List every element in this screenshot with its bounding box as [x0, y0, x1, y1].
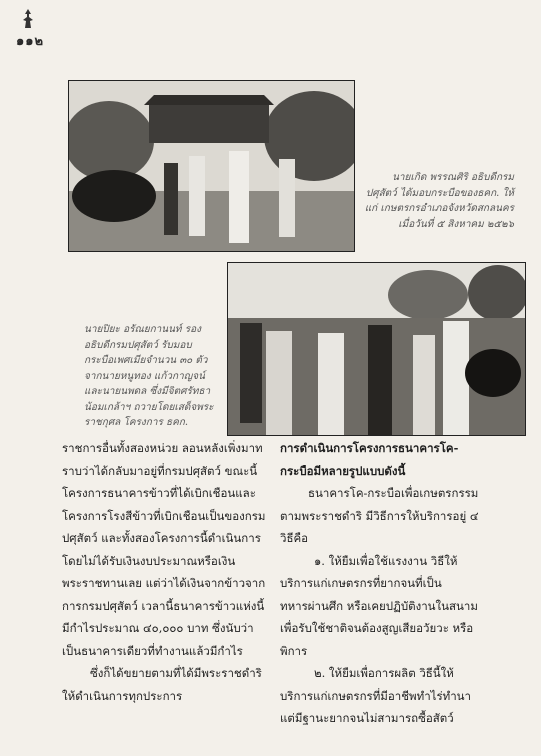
body-column-left: [62, 437, 267, 707]
photo-buffalo-donation-crowd: [227, 262, 526, 436]
body-column-right: [280, 437, 480, 730]
body-paragraph: ราชการอื่นทั้งสองหน่วย ลอนหลังเพิ่งมาทราบว่าได้กลับมาอยู่ที่กรมปศุสัตว์ ขณะนี้โครงการธนาคารข้าวที่ได้เบิกเชือนและโครงการโรงสีข้าวที่เบิกเชือนเป็นของกรมปศุสัตว์ และทั้งสองโครงการนี้ดำเนินการโดยไม่ได้รับเงินงบประมาณหรือเงินพระราชทานเลย แต่ว่าได้เงินจากข้าวจากการกรมปศุสัตว์ เวลานี้ธนาคารข้าวแห่งนี้มีกำไรประมาณ ๔๐,๐๐๐ บาท ซึ่งนับว่าเป็นธนาคารเดียวที่ทำงานแล้วมีกำไร: [62, 441, 266, 658]
royal-emblem-icon: [18, 8, 38, 30]
list-item: ๑. ให้ยืมเพื่อใช้แรงงาน วิธีให้บริการแก่เกษตรกรที่ยากจนที่เป็นทหารผ่านศึก หรือเคยปฏิบัติงานในสนาม เพื่อรับใช้ชาติจนต้องสูญเสียอวัยวะ หรือพิการ: [280, 553, 478, 658]
photo-buffalo-handover: [68, 80, 355, 252]
page-number: ๑๑๒: [16, 34, 45, 49]
body-paragraph: ซึ่งก็ได้ขยายตามที่ได้มีพระราชดำริให้ดำเนินการทุกประการ: [62, 666, 262, 703]
photo-caption-middle: นายปิยะ อรัณยกานนท์ รองอธิบดีกรมปศุสัตว์ รับมอบกระบือเพศเมียจำนวน ๓๐ ตัว จากนายหนูทอง แก้วกาญจน์ และนายนพดล ซึ่งมีจิตศรัทธาน้อมเกล้าฯ ถวายโดยเสด็จพระราชกุศล โครงการ ธคก.: [84, 324, 214, 428]
section-heading: การดำเนินการโครงการธนาคารโค-กระบือมีหลายรูปแบบดังนี้: [280, 441, 459, 478]
body-paragraph: ธนาคารโค-กระบือเพื่อเกษตรกรรมตามพระราชดำริ มีวิธีการให้บริการอยู่ ๔ วิธีคือ: [280, 486, 479, 545]
photo-caption-top: นายเกิด พรรณศิริ อธิบดีกรมปศุสัตว์ ได้มอบกระบือของธคก. ให้แก่ เกษตรกรอำเภอจังหวัดสกลนคร เมื่อวันที่ ๕ สิงหาคม ๒๕๒๖: [364, 172, 514, 230]
list-item: ๒. ให้ยืมเพื่อการผลิต วิธีนี้ให้บริการแก่เกษตรกรที่มีอาชีพทำไร่ทำนาแต่มีฐานะยากจนไม่สามารถซื้อสัตว์: [280, 666, 471, 725]
